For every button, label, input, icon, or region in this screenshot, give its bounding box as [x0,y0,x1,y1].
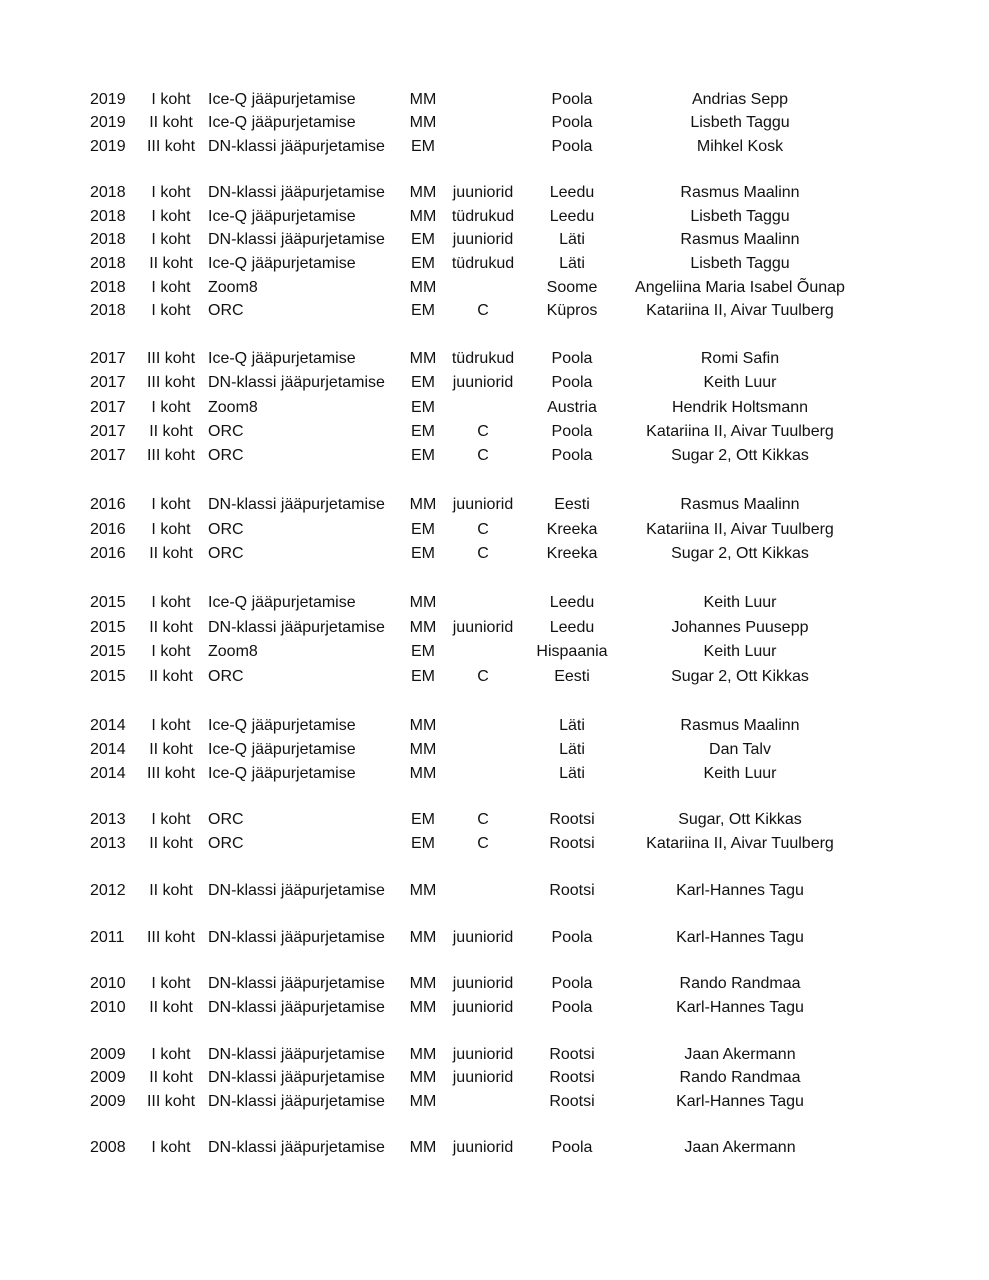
names-cell: Jaan Akermann [684,1046,796,1063]
year-cell: 2015 [90,619,126,636]
country-cell: Poola [551,447,593,464]
event-cell: DN-klassi jääpurjetamise [208,496,385,513]
result-row [0,396,989,420]
event-cell: DN-klassi jääpurjetamise [208,184,385,201]
event-cell: DN-klassi jääpurjetamise [208,619,385,636]
result-row [0,228,989,252]
category-cell: juuniorid [452,999,514,1016]
place-cell: II koht [149,668,193,685]
year-cell: 2016 [90,521,126,538]
place-cell: II koht [149,741,193,758]
country-cell: Poola [551,114,593,131]
place-cell: III koht [146,447,196,464]
country-cell: Läti [559,741,585,758]
event-cell: Ice-Q jääpurjetamise [208,594,356,611]
names-cell: Rando Randmaa [679,975,801,992]
championship-cell: MM [409,1046,437,1063]
event-cell: Zoom8 [208,399,258,416]
category-cell: C [477,521,489,538]
event-cell: Ice-Q jääpurjetamise [208,114,356,131]
names-cell: Lisbeth Taggu [690,255,790,272]
event-cell: Ice-Q jääpurjetamise [208,208,356,225]
names-cell: Karl-Hannes Tagu [676,929,804,946]
event-cell: Ice-Q jääpurjetamise [208,255,356,272]
place-cell: III koht [146,765,196,782]
year-cell: 2012 [90,882,126,899]
place-cell: I koht [151,184,191,201]
place-cell: I koht [151,975,191,992]
category-cell: C [477,302,489,319]
country-cell: Leedu [549,184,595,201]
country-cell: Eesti [554,496,590,513]
category-cell: juuniorid [452,231,514,248]
event-cell: ORC [208,545,244,562]
place-cell: II koht [149,114,193,131]
result-row [0,181,989,205]
event-cell: Ice-Q jääpurjetamise [208,717,356,734]
names-cell: Sugar, Ott Kikkas [678,811,802,828]
year-cell: 2017 [90,374,126,391]
event-cell: Zoom8 [208,643,258,660]
result-row [0,879,989,903]
country-cell: Rootsi [549,1093,595,1110]
year-cell: 2011 [90,929,125,946]
result-row [0,518,989,542]
country-cell: Läti [559,717,585,734]
result-row [0,444,989,468]
year-cell: 2010 [90,999,126,1016]
result-row [0,616,989,640]
country-cell: Läti [559,255,585,272]
championship-cell: MM [409,1069,437,1086]
names-cell: Romi Safin [700,350,780,367]
names-cell: Keith Luur [703,374,777,391]
championship-cell: EM [411,255,435,272]
country-cell: Poola [551,999,593,1016]
event-cell: DN-klassi jääpurjetamise [208,975,385,992]
result-row [0,135,989,159]
year-cell: 2018 [90,208,126,225]
place-cell: II koht [149,545,193,562]
championship-cell: EM [411,302,435,319]
place-cell: II koht [149,619,193,636]
place-cell: II koht [149,423,193,440]
event-cell: ORC [208,835,244,852]
year-cell: 2015 [90,594,126,611]
year-cell: 2014 [90,765,126,782]
place-cell: I koht [151,643,191,660]
place-cell: I koht [151,717,191,734]
year-cell: 2019 [90,114,126,131]
event-cell: DN-klassi jääpurjetamise [208,1069,385,1086]
championship-cell: MM [409,975,437,992]
names-cell: Mihkel Kosk [696,138,784,155]
country-cell: Rootsi [549,811,595,828]
result-row [0,832,989,856]
place-cell: III koht [146,350,196,367]
result-row [0,738,989,762]
result-row [0,996,989,1020]
country-cell: Rootsi [549,835,595,852]
year-cell: 2009 [90,1093,126,1110]
names-cell: Angeliina Maria Isabel Õunap [635,279,845,296]
event-cell: ORC [208,302,244,319]
championship-cell: EM [411,521,435,538]
championship-cell: MM [409,279,437,296]
country-cell: Poola [551,138,593,155]
championship-cell: EM [411,138,435,155]
country-cell: Poola [551,929,593,946]
country-cell: Poola [551,350,593,367]
category-cell: juuniorid [452,1069,514,1086]
year-cell: 2009 [90,1069,126,1086]
result-row [0,205,989,229]
year-cell: 2017 [90,350,126,367]
country-cell: Poola [551,423,593,440]
event-cell: ORC [208,423,244,440]
championship-cell: MM [409,619,437,636]
category-cell: juuniorid [452,929,514,946]
place-cell: I koht [151,1046,191,1063]
championship-cell: MM [409,1139,437,1156]
names-cell: Rasmus Maalinn [680,184,800,201]
year-cell: 2018 [90,302,126,319]
year-cell: 2014 [90,741,126,758]
event-cell: DN-klassi jääpurjetamise [208,1046,385,1063]
championship-cell: MM [409,496,437,513]
result-row [0,276,989,300]
country-cell: Küpros [546,302,598,319]
category-cell: tüdrukud [451,350,515,367]
names-cell: Katariina II, Aivar Tuulberg [646,423,834,440]
names-cell: Sugar 2, Ott Kikkas [671,447,809,464]
event-cell: DN-klassi jääpurjetamise [208,929,385,946]
country-cell: Poola [551,374,593,391]
place-cell: I koht [151,302,191,319]
place-cell: I koht [151,231,191,248]
names-cell: Katariina II, Aivar Tuulberg [646,835,834,852]
place-cell: III koht [146,374,196,391]
country-cell: Hispaania [536,643,608,660]
category-cell: juuniorid [452,975,514,992]
place-cell: II koht [149,999,193,1016]
names-cell: Karl-Hannes Tagu [676,999,804,1016]
names-cell: Dan Talv [709,741,771,758]
category-cell: juuniorid [452,496,514,513]
event-cell: Ice-Q jääpurjetamise [208,741,356,758]
names-cell: Andrias Sepp [691,91,789,108]
championship-cell: MM [409,741,437,758]
championship-cell: MM [409,1093,437,1110]
event-cell: DN-klassi jääpurjetamise [208,138,385,155]
names-cell: Johannes Puusepp [671,619,809,636]
country-cell: Poola [551,975,593,992]
result-row [0,1090,989,1114]
place-cell: I koht [151,496,191,513]
year-cell: 2013 [90,835,126,852]
names-cell: Hendrik Holtsmann [671,399,809,416]
championship-cell: EM [411,811,435,828]
category-cell: C [477,668,489,685]
year-cell: 2016 [90,496,126,513]
championship-cell: MM [409,91,437,108]
place-cell: I koht [151,521,191,538]
result-row [0,420,989,444]
championship-cell: EM [411,374,435,391]
event-cell: Ice-Q jääpurjetamise [208,91,356,108]
country-cell: Kreeka [546,545,598,562]
result-row [0,111,989,135]
year-cell: 2019 [90,138,126,155]
result-row [0,1136,989,1160]
names-cell: Lisbeth Taggu [690,208,790,225]
result-row [0,808,989,832]
country-cell: Läti [559,765,585,782]
event-cell: ORC [208,668,244,685]
place-cell: II koht [149,835,193,852]
championship-cell: MM [409,765,437,782]
event-cell: ORC [208,521,244,538]
country-cell: Austria [547,399,597,416]
event-cell: ORC [208,447,244,464]
result-row [0,972,989,996]
country-cell: Rootsi [549,1046,595,1063]
championship-cell: MM [409,350,437,367]
category-cell: tüdrukud [451,255,515,272]
category-cell: juuniorid [452,374,514,391]
championship-cell: MM [409,594,437,611]
event-cell: DN-klassi jääpurjetamise [208,999,385,1016]
place-cell: I koht [151,399,191,416]
championship-cell: EM [411,545,435,562]
result-row [0,1043,989,1067]
place-cell: III koht [146,929,196,946]
championship-cell: EM [411,231,435,248]
country-cell: Kreeka [546,521,598,538]
country-cell: Leedu [549,594,595,611]
country-cell: Leedu [549,208,595,225]
championship-cell: EM [411,447,435,464]
event-cell: DN-klassi jääpurjetamise [208,231,385,248]
championship-cell: EM [411,835,435,852]
category-cell: tüdrukud [451,208,515,225]
names-cell: Katariina II, Aivar Tuulberg [646,302,834,319]
event-cell: ORC [208,811,244,828]
place-cell: I koht [151,91,191,108]
names-cell: Jaan Akermann [684,1139,796,1156]
result-row [0,762,989,786]
result-row [0,371,989,395]
year-cell: 2017 [90,399,126,416]
year-cell: 2015 [90,643,126,660]
names-cell: Rasmus Maalinn [680,717,800,734]
year-cell: 2017 [90,447,126,464]
year-cell: 2017 [90,423,126,440]
category-cell: juuniorid [452,1139,514,1156]
place-cell: III koht [146,138,196,155]
result-row [0,591,989,615]
names-cell: Lisbeth Taggu [690,114,790,131]
names-cell: Sugar 2, Ott Kikkas [671,668,809,685]
category-cell: C [477,423,489,440]
country-cell: Poola [551,1139,593,1156]
names-cell: Keith Luur [703,594,777,611]
country-cell: Leedu [549,619,595,636]
country-cell: Soome [546,279,598,296]
category-cell: C [477,447,489,464]
result-row [0,665,989,689]
result-row [0,88,989,112]
place-cell: III koht [146,1093,196,1110]
championship-cell: EM [411,668,435,685]
year-cell: 2019 [90,91,126,108]
year-cell: 2018 [90,184,126,201]
year-cell: 2018 [90,231,126,248]
championship-cell: MM [409,999,437,1016]
result-row [0,926,989,950]
year-cell: 2013 [90,811,126,828]
year-cell: 2016 [90,545,126,562]
category-cell: juuniorid [452,619,514,636]
country-cell: Rootsi [549,1069,595,1086]
place-cell: I koht [151,811,191,828]
year-cell: 2018 [90,255,126,272]
year-cell: 2014 [90,717,126,734]
championship-cell: EM [411,399,435,416]
result-row [0,714,989,738]
category-cell: C [477,811,489,828]
result-row [0,299,989,323]
country-cell: Eesti [554,668,590,685]
result-row [0,1066,989,1090]
championship-cell: MM [409,929,437,946]
names-cell: Karl-Hannes Tagu [676,882,804,899]
result-row [0,347,989,371]
event-cell: DN-klassi jääpurjetamise [208,1139,385,1156]
category-cell: juuniorid [452,184,514,201]
year-cell: 2015 [90,668,126,685]
country-cell: Rootsi [549,882,595,899]
category-cell: C [477,545,489,562]
year-cell: 2008 [90,1139,126,1156]
event-cell: DN-klassi jääpurjetamise [208,882,385,899]
championship-cell: MM [409,717,437,734]
place-cell: II koht [149,882,193,899]
result-row [0,542,989,566]
result-row [0,252,989,276]
country-cell: Läti [559,231,585,248]
result-row [0,493,989,517]
event-cell: Ice-Q jääpurjetamise [208,350,356,367]
names-cell: Rasmus Maalinn [680,496,800,513]
place-cell: I koht [151,279,191,296]
year-cell: 2018 [90,279,126,296]
event-cell: Zoom8 [208,279,258,296]
place-cell: I koht [151,208,191,225]
championship-cell: MM [409,882,437,899]
place-cell: I koht [151,1139,191,1156]
year-cell: 2010 [90,975,126,992]
category-cell: juuniorid [452,1046,514,1063]
names-cell: Katariina II, Aivar Tuulberg [646,521,834,538]
championship-cell: EM [411,423,435,440]
place-cell: II koht [149,1069,193,1086]
place-cell: I koht [151,594,191,611]
championship-cell: EM [411,643,435,660]
country-cell: Poola [551,91,593,108]
event-cell: Ice-Q jääpurjetamise [208,765,356,782]
event-cell: DN-klassi jääpurjetamise [208,374,385,391]
place-cell: II koht [149,255,193,272]
names-cell: Karl-Hannes Tagu [676,1093,804,1110]
names-cell: Rando Randmaa [679,1069,801,1086]
names-cell: Rasmus Maalinn [680,231,800,248]
championship-cell: MM [409,114,437,131]
names-cell: Keith Luur [703,765,777,782]
championship-cell: MM [409,184,437,201]
year-cell: 2009 [90,1046,126,1063]
event-cell: DN-klassi jääpurjetamise [208,1093,385,1110]
category-cell: C [477,835,489,852]
championship-cell: MM [409,208,437,225]
names-cell: Sugar 2, Ott Kikkas [671,545,809,562]
result-row [0,640,989,664]
names-cell: Keith Luur [703,643,777,660]
